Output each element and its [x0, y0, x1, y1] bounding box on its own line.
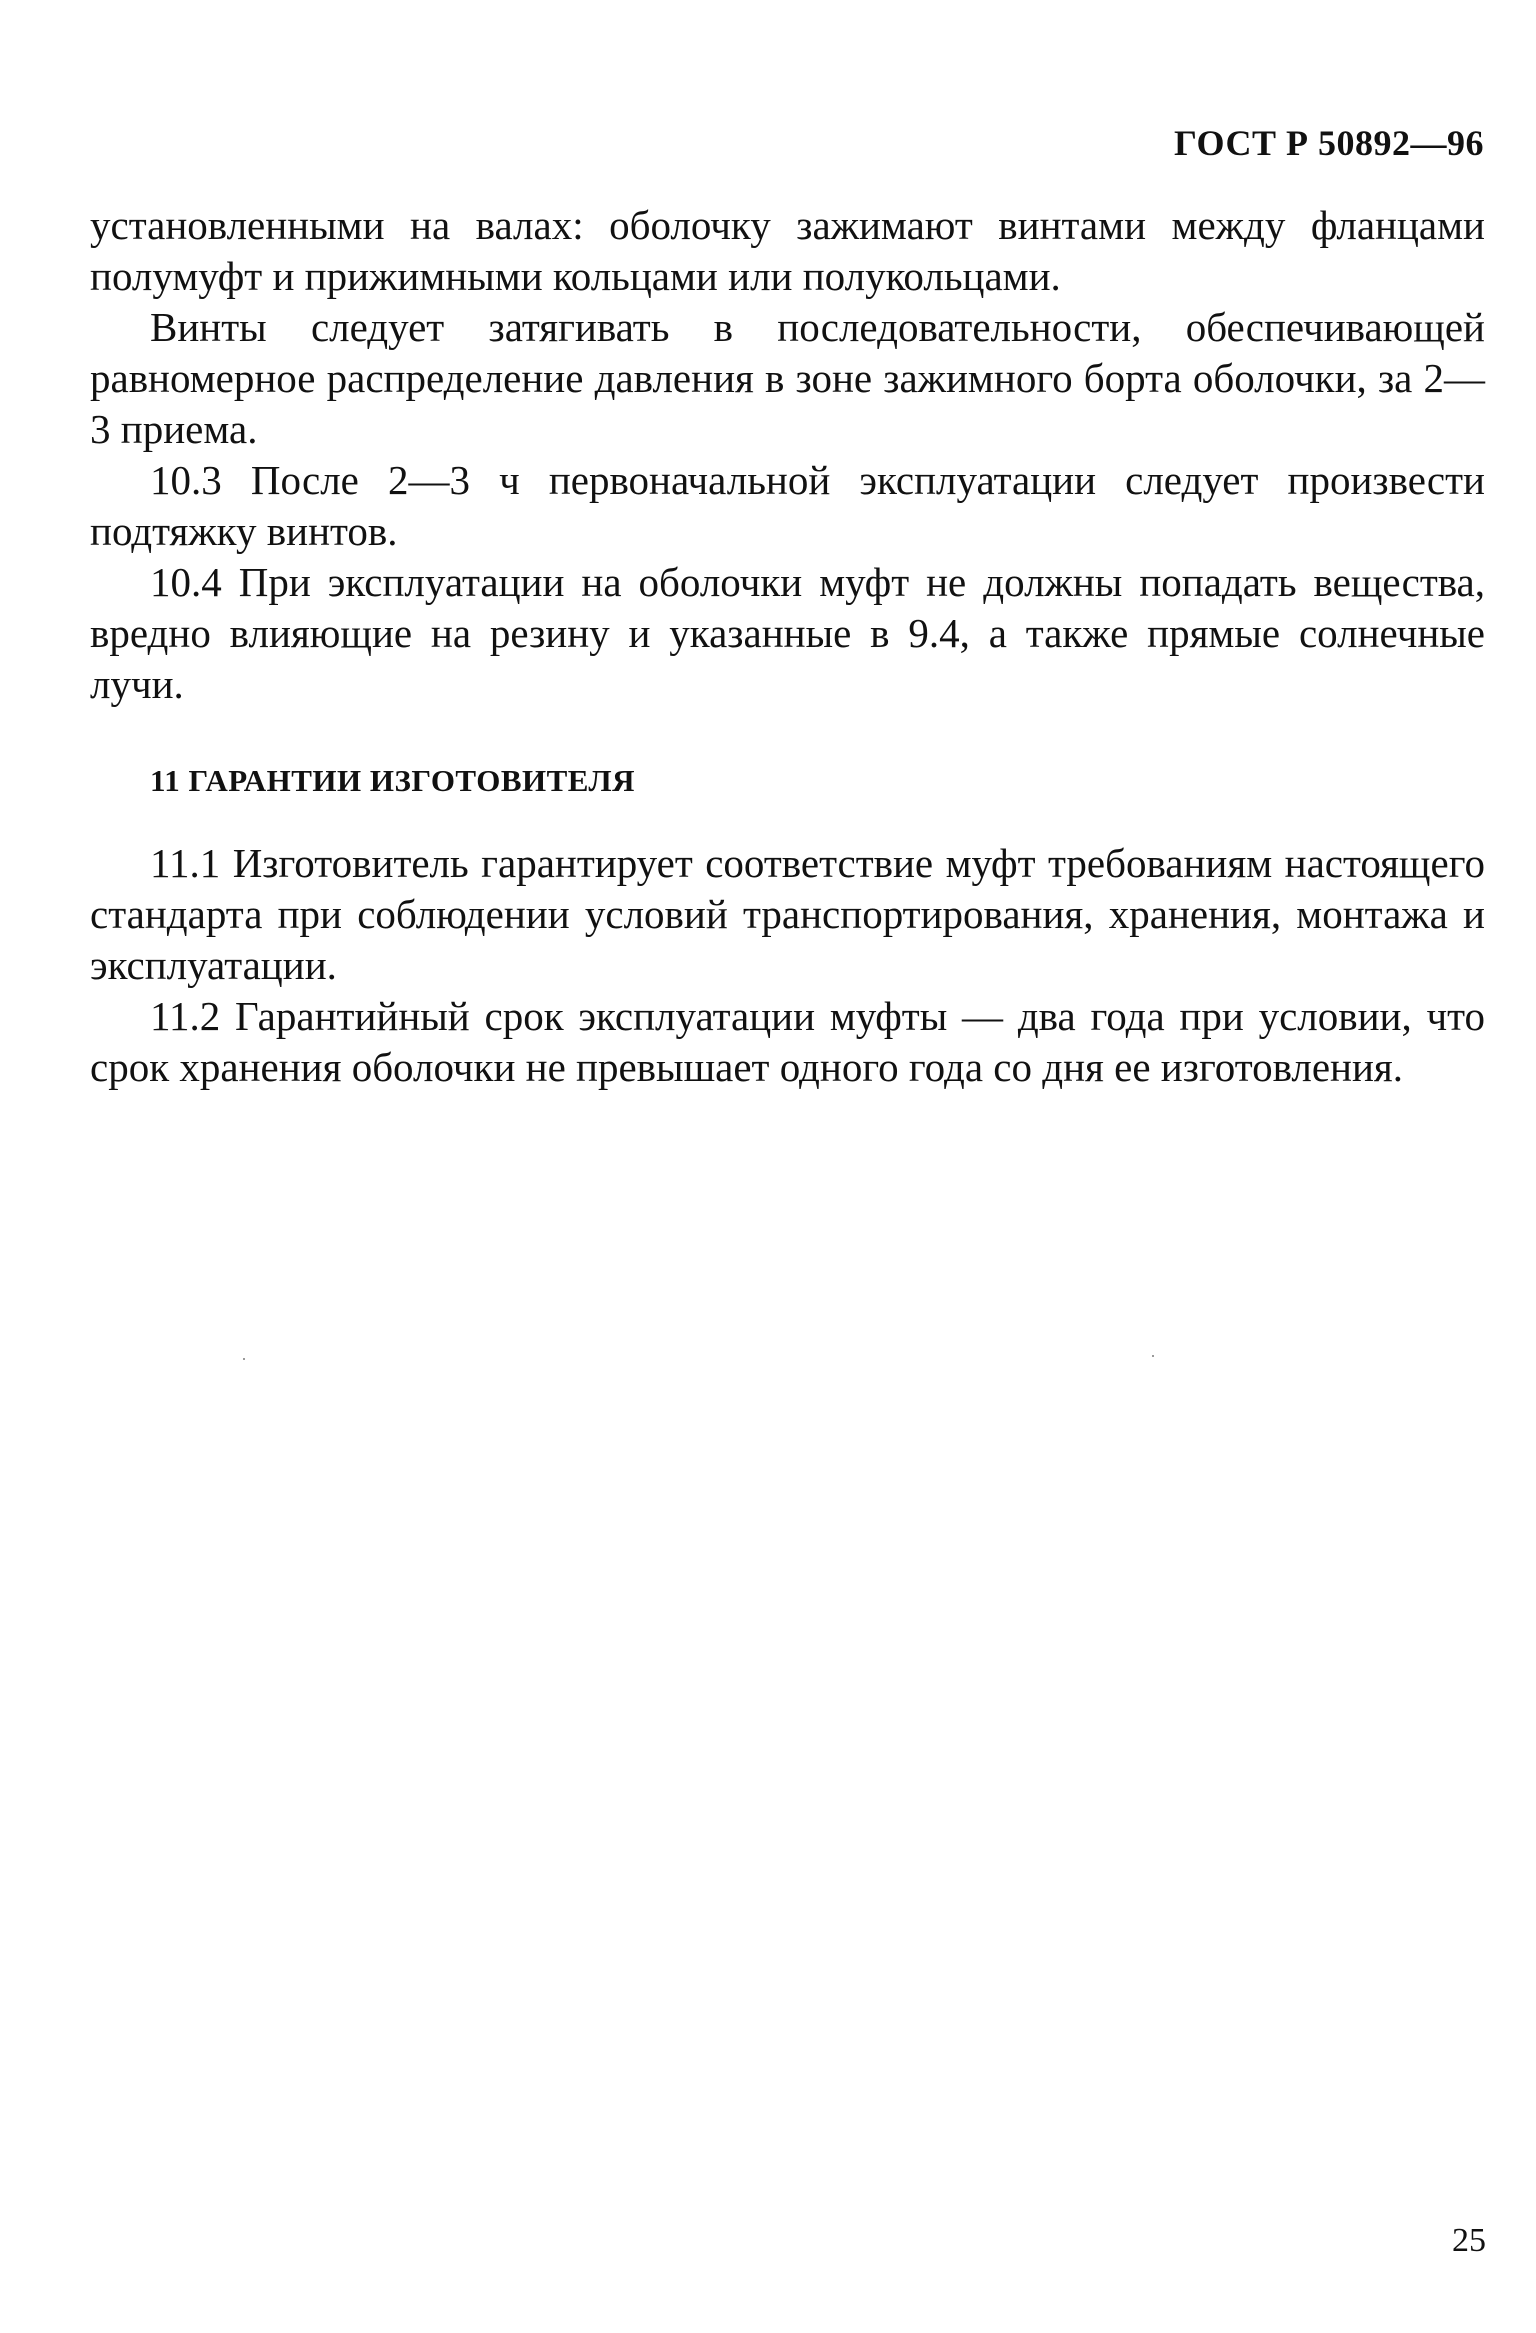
body-text-top: [90, 200, 1485, 710]
page-number: 25: [1452, 2222, 1486, 2259]
paragraph-10-3: 10.3 После 2—3 ч первоначальной эксплуатации следует произвести подтяжку винтов.: [90, 457, 1485, 554]
standard-code-header: ГОСТ Р 50892—96: [1174, 123, 1484, 163]
paragraph-10-4: 10.4 При эксплуатации на оболочки муфт не должны попадать вещества, вредно влияющие на резину и указанные в 9.4, а также прямые солнечные лучи.: [90, 559, 1485, 707]
scan-speck: [243, 1358, 245, 1360]
scan-speck: [1152, 1355, 1154, 1357]
section-heading: 11 ГАРАНТИИ ИЗГОТОВИТЕЛЯ: [150, 763, 636, 798]
body-text-bottom: [90, 838, 1485, 1093]
paragraph-screws: Винты следует затягивать в последовательности, обеспечивающей равномерное распределение давления в зоне зажимного борта оболочки, за 2—3 приема.: [90, 304, 1485, 452]
paragraph-11-1: 11.1 Изготовитель гарантирует соответствие муфт требованиям настоящего стандарта при соблюдении условий транспортирования, хранения, монтажа и эксплуатации.: [90, 840, 1485, 988]
paragraph-11-2: 11.2 Гарантийный срок эксплуатации муфты — два года при условии, что срок хранения оболочки не превышает одного года со дня ее изготовления.: [90, 993, 1485, 1090]
paragraph-continuation: установленными на валах: оболочку зажимают винтами между фланцами полумуфт и прижимными кольцами или полукольцами.: [90, 202, 1485, 299]
